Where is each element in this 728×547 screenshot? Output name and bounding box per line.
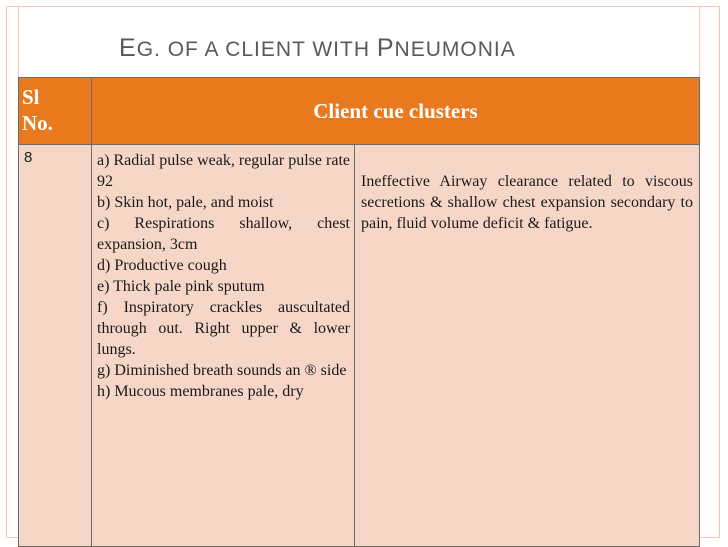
- cue-item: g) Diminished breath sounds an ® side: [97, 362, 347, 379]
- table-row: [19, 145, 700, 547]
- cue-item: e) Thick pale pink sputum: [97, 278, 265, 295]
- slide-title: EG. OF A CLIENT WITH PNEUMONIA: [119, 34, 516, 62]
- cue-item: d) Productive cough: [97, 257, 227, 274]
- cue-item: f) Inspiratory crackles auscultated through out. Right upper & lower lungs.: [97, 299, 350, 358]
- header-client-cue-clusters: Client cue clusters: [92, 78, 700, 145]
- nursing-diagnosis-cell: Ineffective Airway clearance related to viscous secretions & shallow chest expansion secondary to pain, fluid volume deficit & fatigue.: [355, 145, 700, 547]
- cue-item: c) Respirations shallow, chest expansion, 3cm: [97, 215, 350, 253]
- header-serial-number: Sl No.: [19, 78, 92, 145]
- serial-number-cell: 8: [19, 145, 92, 547]
- table-header-row: [19, 78, 700, 145]
- cue-list-cell: [92, 145, 355, 547]
- cue-cluster-table: [18, 77, 700, 547]
- cue-item: a) Radial pulse weak, regular pulse rate 92: [97, 152, 350, 190]
- cue-item: b) Skin hot, pale, and moist: [97, 194, 274, 211]
- cue-item: h) Mucous membranes pale, dry: [97, 383, 304, 400]
